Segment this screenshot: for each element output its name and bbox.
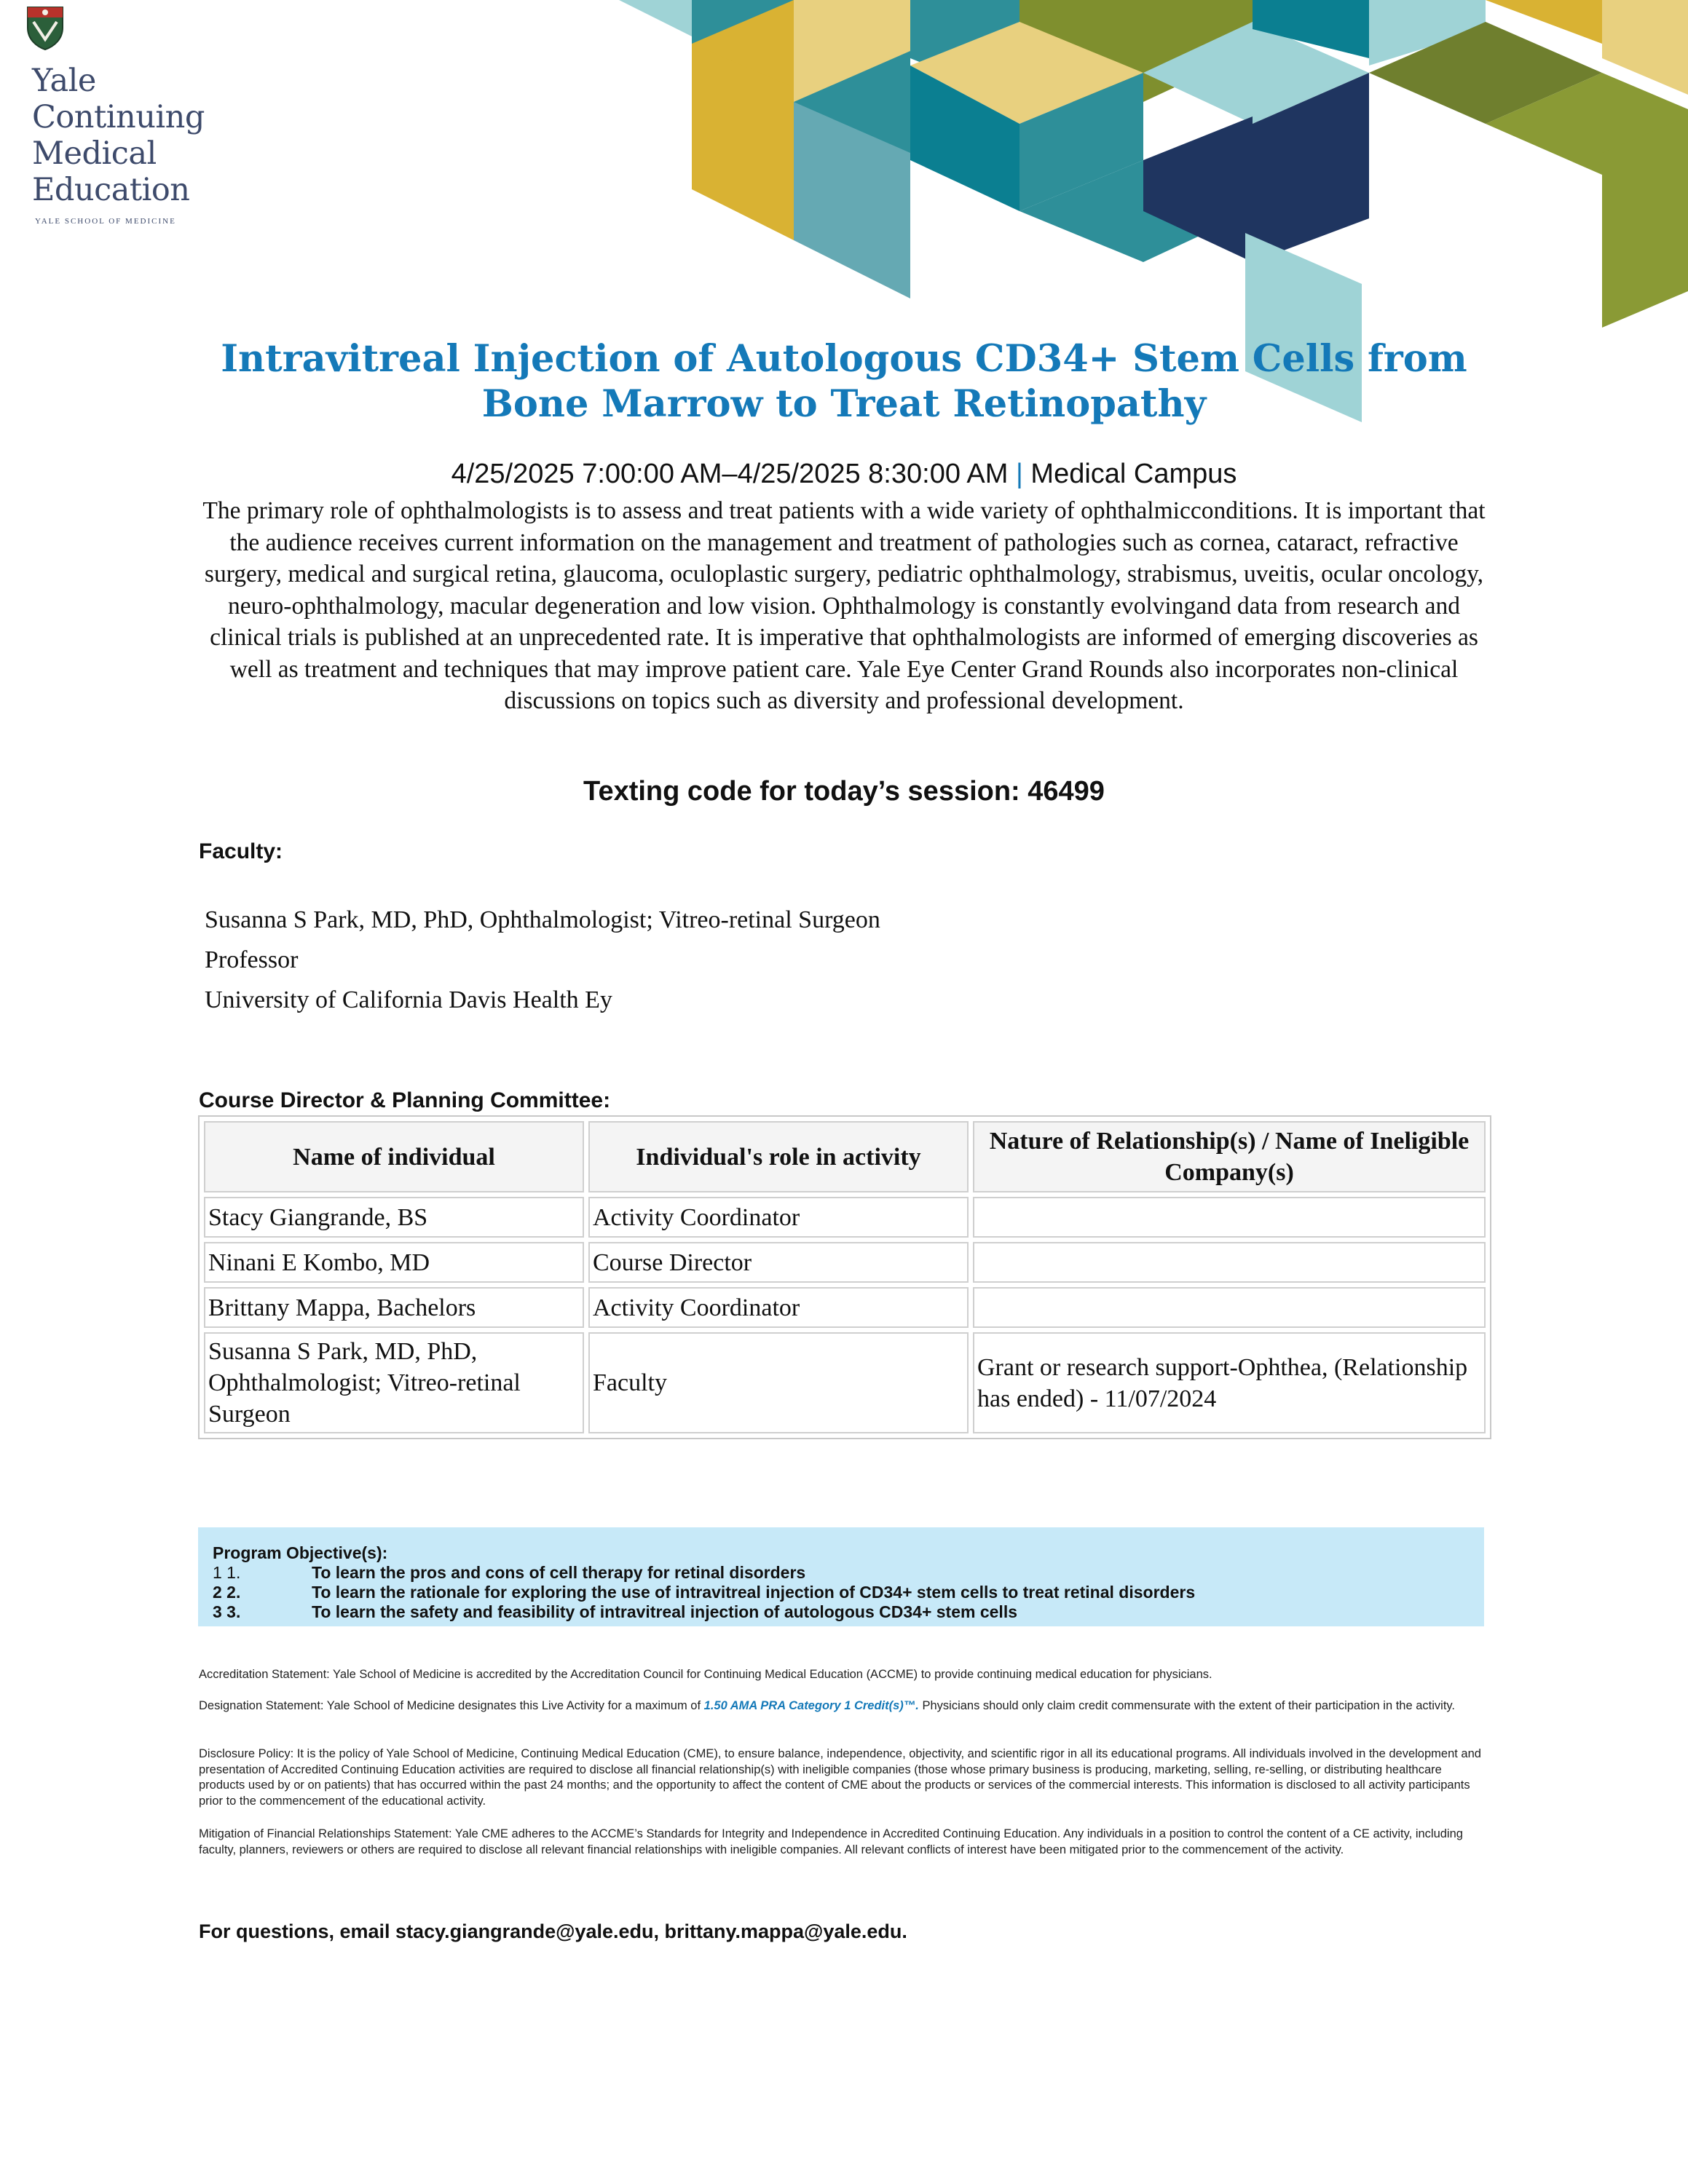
table-header-cell: Nature of Relationship(s) / Name of Ineligible Company(s) [973,1121,1486,1192]
logo-subtitle: YALE SCHOOL OF MEDICINE [35,217,176,226]
committee-heading: Course Director & Planning Committee: [199,1088,611,1112]
logo-line: Medical [32,135,157,172]
objective-number: 2 2. [213,1583,241,1602]
yale-shield-icon [26,6,64,51]
objective-text: To learn the rationale for exploring the use of intravitreal injection of CD34+ stem cells to treat retinal disorders [312,1583,1196,1602]
faculty-position: Professor [205,946,299,973]
table-cell-relationship [973,1197,1486,1238]
table-cell-relationship: Grant or research support-Ophthea, (Relationship has ended) - 11/07/2024 [973,1332,1486,1433]
table-header-cell: Name of individual [204,1121,584,1192]
logo-line: Yale [32,63,96,99]
questions-contact: For questions, email stacy.giangrande@yale.edu, brittany.mappa@yale.edu. [199,1920,907,1942]
session-datetime: 4/25/2025 7:00:00 AM–4/25/2025 8:30:00 AM [451,459,1009,489]
designation-text: Designation Statement: Yale School of Medicine designates this Live Activity for a maximum of [199,1699,704,1712]
table-row [204,1242,1486,1283]
table-cell-name: Stacy Giangrande, BS [204,1197,584,1238]
objective-text: To learn the pros and cons of cell therapy for retinal disorders [312,1563,806,1582]
page-title [146,336,1542,427]
table-cell-name: Susanna S Park, MD, PhD, Ophthalmologist; Vitreo-retinal Surgeon [204,1332,584,1433]
table-cell-name: Brittany Mappa, Bachelors [204,1287,584,1328]
table-cell-relationship [973,1242,1486,1283]
mitigation-statement: Mitigation of Financial Relationships Statement: Yale CME adheres to the ACCME’s Standards for Integrity and Independence in Accredited Continuing Education. Any individuals in a position to control the content of a CE activity, including faculty, planners, reviewers or others are required to disclose all relevant financial relationships with ineligible companies. All relevant conflicts of interest have been mitigated prior to the commencement of the activity. [199,1827,1463,1856]
title-line: Bone Marrow to Treat Retinopathy [481,382,1207,426]
objective-number: 3 3. [213,1602,241,1621]
designation-text-end: Physicians should only claim credit commensurate with the extent of their participation in the activity. [918,1699,1456,1712]
table-cell-role: Course Director [588,1242,969,1283]
objective-item [213,1602,1470,1622]
logo-wordmark [32,63,221,208]
session-location: Medical Campus [1030,459,1237,489]
objective-text: To learn the safety and feasibility of intravitreal injection of autologous CD34+ stem cells [312,1602,1017,1621]
logo-line: Education [32,172,190,208]
faculty-institution: University of California Davis Health Ey [205,986,612,1013]
session-datetime-location [0,459,1688,490]
table-row [204,1197,1486,1238]
program-objectives-box [198,1527,1484,1626]
table-row [204,1332,1486,1433]
activity-description: The primary role of ophthalmologists is to assess and treat patients with a wide variety of ophthalmicconditions. It is important that the audience receives current information on the management and treatment of pathologies such as cornea, cataract, refractive surgery, medical and surgical retina, glaucoma, oculoplastic surgery, pediatric ophthalmology, strabismus, uveitis, ocular oncology, neuro-ophthalmology, macular degeneration and low vision. Ophthalmology is constantly evolvingand data from research and clinical trials is published at an unprecedented rate. It is imperative that ophthalmologists are informed of emerging discoveries as well as treatment and techniques that may improve patient care. Yale Eye Center Grand Rounds also incorporates non-clinical discussions on topics such as diversity and professional development. [202,497,1486,714]
table-header-row [204,1121,1486,1192]
table-header-cell: Individual's role in activity [588,1121,969,1192]
accreditation-statement: Accreditation Statement: Yale School of Medicine is accredited by the Accreditation Council for Continuing Medical Education (ACCME) to provide continuing medical education for physicians. [199,1668,1212,1681]
faculty-name: Susanna S Park, MD, PhD, Ophthalmologist; Vitreo-retinal Surgeon [205,906,880,933]
table-cell-name: Ninani E Kombo, MD [204,1242,584,1283]
title-line: Intravitreal Injection of Autologous CD34+ Stem Cells from [221,337,1467,381]
faculty-details [205,900,880,1020]
disclosure-policy: Disclosure Policy: It is the policy of Yale School of Medicine, Continuing Medical Education (CME), to ensure balance, independence, objectivity, and scientific rigor in all its educational programs. All individuals involved in the development and presentation of Accredited Continuing Education activities are required to disclose all financial relationship(s) with ineligible companies (those whose primary business is producing, marketing, selling, re-selling, or distributing healthcare products used by or on patients) that has occurred within the past 24 months; and the opportunity to affect the content of CME about the products or services of the commercial interests. This information is disclosed to all activity participants prior to the commencement of the educational activity. [199,1747,1481,1808]
table-cell-role: Activity Coordinator [588,1197,969,1238]
designation-statement [199,1698,1489,1714]
faculty-heading: Faculty: [199,839,283,863]
separator: | [1015,459,1023,489]
objectives-heading: Program Objective(s): [213,1543,388,1562]
objective-item [213,1583,1470,1602]
texting-code: Texting code for today’s session: 46499 [583,776,1105,807]
committee-table [198,1115,1491,1439]
credit-amount: 1.50 AMA PRA Category 1 Credit(s)™. [703,1699,919,1712]
table-cell-relationship [973,1287,1486,1328]
table-cell-role: Faculty [588,1332,969,1433]
objective-number: 1 1. [213,1563,241,1582]
table-row [204,1287,1486,1328]
objective-item [213,1563,1470,1583]
table-cell-role: Activity Coordinator [588,1287,969,1328]
logo-line: Continuing [32,99,205,135]
